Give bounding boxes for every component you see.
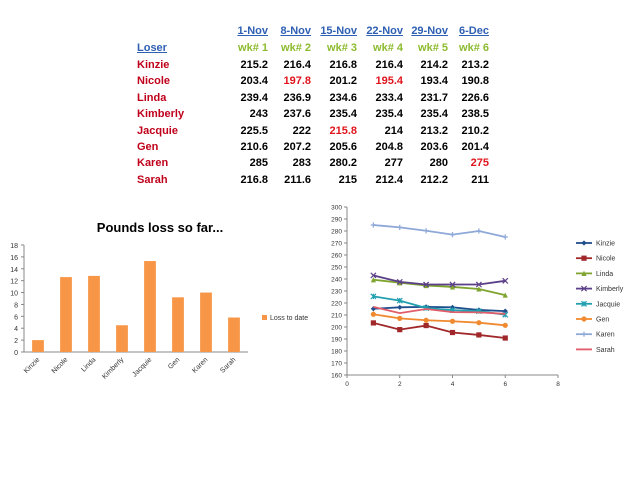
line-x-tick-label: 6 xyxy=(503,381,508,388)
bar-legend-swatch xyxy=(262,315,267,320)
point-gen xyxy=(397,316,402,321)
weight-cell: 235.4 xyxy=(375,108,403,121)
line-y-tick-label: 280 xyxy=(331,228,342,236)
bar-x-tick-label: Sarah xyxy=(219,356,238,375)
point-nicole xyxy=(450,330,455,335)
weight-cell: 239.4 xyxy=(240,91,268,104)
legend-marker-nicole xyxy=(581,256,586,261)
bar-y-tick-label: 12 xyxy=(10,278,18,286)
line-y-tick-label: 260 xyxy=(331,252,342,260)
series-line-nicole xyxy=(373,323,505,338)
weight-cell: 277 xyxy=(384,157,403,170)
weight-cell: 203.6 xyxy=(420,141,448,153)
point-gen xyxy=(450,319,455,324)
point-gen xyxy=(503,323,508,328)
bar-y-tick-label: 2 xyxy=(14,338,18,346)
line-y-tick-label: 160 xyxy=(331,372,342,380)
weight-cell: 235.4 xyxy=(420,108,448,121)
bar-y-tick-label: 6 xyxy=(14,314,18,322)
weight-cell: 225.5 xyxy=(240,124,268,137)
bar-chart-title: Pounds loss so far... xyxy=(96,220,224,235)
bar-legend-label: Loss to date xyxy=(270,315,309,322)
line-y-tick-label: 270 xyxy=(331,240,342,248)
bar-y-tick-label: 10 xyxy=(10,290,18,298)
weight-cell: 211 xyxy=(471,173,489,186)
line-x-tick-label: 2 xyxy=(397,381,402,388)
bar-y-tick-label: 16 xyxy=(10,254,18,262)
weight-cell: 203.4 xyxy=(240,75,268,88)
weight-cell: 283 xyxy=(292,157,311,170)
weight-cell: 201.4 xyxy=(461,141,489,153)
row-name-jacquie: Jacquie xyxy=(137,124,178,137)
series-line-gen xyxy=(373,314,505,325)
line-y-tick-label: 200 xyxy=(331,324,342,332)
bar-karen xyxy=(200,293,212,352)
weight-cell: 207.2 xyxy=(283,141,311,153)
spreadsheet-table xyxy=(0,0,640,195)
line-x-tick-label: 4 xyxy=(450,381,455,388)
point-karen xyxy=(397,225,402,230)
weight-cell: 231.7 xyxy=(420,91,448,104)
series-line-karen xyxy=(373,225,505,237)
row-name-kimberly: Kimberly xyxy=(137,108,185,121)
legend-label-sarah: Sarah xyxy=(596,346,615,354)
line-y-tick-label: 250 xyxy=(331,264,342,272)
loser-header: Loser xyxy=(137,42,167,54)
weight-cell: 205.6 xyxy=(329,141,357,153)
line-y-tick-label: 290 xyxy=(331,216,342,224)
date-header: 15-Nov xyxy=(320,25,357,37)
row-name-sarah: Sarah xyxy=(137,173,168,186)
bar-chart xyxy=(0,205,320,395)
weight-cell: 226.6 xyxy=(461,91,489,104)
weight-cell: 214 xyxy=(384,124,403,137)
weight-cell: 233.4 xyxy=(375,91,403,104)
point-nicole xyxy=(397,327,402,332)
bar-x-tick-label: Linda xyxy=(80,356,98,374)
line-x-tick-label: 8 xyxy=(556,381,560,388)
weight-cell: 216.8 xyxy=(240,173,268,186)
legend-label-gen: Gen xyxy=(596,316,610,324)
weight-cell: 213.2 xyxy=(420,124,448,137)
row-name-gen: Gen xyxy=(137,141,159,153)
bar-y-tick-label: 14 xyxy=(10,266,18,274)
weight-cell: 285 xyxy=(249,157,268,170)
series-line-kimberly xyxy=(373,275,505,284)
row-name-nicole: Nicole xyxy=(137,75,171,88)
week-header: wk# 5 xyxy=(418,42,448,54)
bar-x-tick-label: Karen xyxy=(191,356,210,375)
point-nicole xyxy=(371,320,376,325)
row-name-kinzie: Kinzie xyxy=(137,59,170,71)
row-name-karen: Karen xyxy=(137,157,169,170)
weight-cell: 216.4 xyxy=(283,59,311,71)
weight-cell: 215 xyxy=(338,173,357,186)
bar-jacquie xyxy=(144,261,156,352)
weight-cell: 204.8 xyxy=(375,141,403,153)
bar-x-tick-label: Kinzie xyxy=(22,356,42,375)
point-gen xyxy=(424,318,429,323)
point-karen xyxy=(503,234,508,239)
weight-cell: 215.8 xyxy=(329,124,357,137)
week-header: wk# 1 xyxy=(238,42,268,54)
point-gen xyxy=(476,320,481,325)
bar-y-tick-label: 18 xyxy=(10,243,18,250)
legend-label-kimberly: Kimberly xyxy=(596,286,624,294)
weight-cell: 237.6 xyxy=(283,108,311,121)
weight-cell: 275 xyxy=(470,157,489,170)
bar-kinzie xyxy=(32,340,44,352)
weight-cell: 234.6 xyxy=(329,91,357,104)
weight-cell: 195.4 xyxy=(375,75,403,88)
bar-x-tick-label: Gen xyxy=(167,356,182,371)
bar-x-tick-label: Nicole xyxy=(50,356,70,376)
weight-cell: 280 xyxy=(429,157,448,170)
week-header: wk# 6 xyxy=(459,42,489,54)
weight-cell: 210.2 xyxy=(461,124,489,137)
weight-cell: 235.4 xyxy=(329,108,357,121)
bar-x-tick-label: Kimberly xyxy=(101,356,126,381)
line-y-tick-label: 210 xyxy=(331,312,342,320)
weight-cell: 212.2 xyxy=(420,173,448,186)
date-header: 1-Nov xyxy=(237,25,268,37)
line-y-tick-label: 220 xyxy=(331,300,342,308)
weight-cell: 201.2 xyxy=(329,75,357,88)
legend-label-nicole: Nicole xyxy=(596,255,616,263)
legend-marker-gen xyxy=(581,316,586,321)
point-karen xyxy=(371,222,376,227)
bar-sarah xyxy=(228,318,240,352)
bar-kimberly xyxy=(116,325,128,352)
weight-cell: 193.4 xyxy=(420,75,448,88)
bar-linda xyxy=(88,276,100,352)
week-header: wk# 4 xyxy=(373,42,403,54)
point-nicole xyxy=(476,332,481,337)
date-header: 8-Nov xyxy=(280,25,311,37)
weight-cell: 211.6 xyxy=(284,173,311,186)
weight-cell: 212.4 xyxy=(375,173,403,186)
point-gen xyxy=(371,312,376,317)
week-header: wk# 3 xyxy=(327,42,357,54)
weight-cell: 190.8 xyxy=(461,75,489,88)
legend-label-jacquie: Jacquie xyxy=(596,301,621,309)
line-y-tick-label: 170 xyxy=(331,360,342,368)
weight-cell: 216.4 xyxy=(375,59,403,71)
point-kinzie xyxy=(397,305,402,310)
line-y-tick-label: 190 xyxy=(331,336,342,344)
legend-marker-karen xyxy=(581,332,586,337)
bar-x-tick-label: Jacquie xyxy=(131,356,154,379)
point-karen xyxy=(424,228,429,233)
bar-gen xyxy=(172,297,184,352)
bar-nicole xyxy=(60,277,72,352)
row-name-linda: Linda xyxy=(137,91,167,104)
bar-y-tick-label: 8 xyxy=(14,302,18,310)
point-karen xyxy=(476,228,481,233)
bar-y-tick-label: 4 xyxy=(14,326,18,334)
date-header: 6-Dec xyxy=(459,25,489,37)
series-line-linda xyxy=(373,280,505,295)
weight-cell: 238.5 xyxy=(461,108,489,121)
line-x-tick-label: 0 xyxy=(345,381,349,388)
weight-cell: 236.9 xyxy=(283,91,311,104)
line-y-tick-label: 230 xyxy=(331,288,342,296)
weight-cell: 197.8 xyxy=(283,75,311,88)
line-y-tick-label: 300 xyxy=(331,204,342,212)
weight-cell: 243 xyxy=(249,108,268,121)
legend-marker-kinzie xyxy=(581,240,586,245)
legend-label-linda: Linda xyxy=(596,270,614,278)
point-nicole xyxy=(503,335,508,340)
line-chart xyxy=(318,200,628,390)
line-y-tick-label: 240 xyxy=(331,276,342,284)
weight-cell: 280.2 xyxy=(329,157,357,170)
weight-cell: 215.2 xyxy=(240,59,268,71)
weight-cell: 210.6 xyxy=(240,141,268,153)
bar-y-tick-label: 0 xyxy=(14,350,18,357)
weight-cell: 213.2 xyxy=(461,59,489,71)
weight-cell: 222 xyxy=(292,124,311,137)
week-header: wk# 2 xyxy=(281,42,311,54)
date-header: 22-Nov xyxy=(366,25,403,37)
legend-label-karen: Karen xyxy=(596,331,615,339)
point-karen xyxy=(450,232,455,237)
weight-cell: 216.8 xyxy=(329,59,357,71)
date-header: 29-Nov xyxy=(411,25,448,37)
weight-cell: 214.2 xyxy=(420,59,448,71)
legend-label-kinzie: Kinzie xyxy=(596,240,616,248)
point-nicole xyxy=(424,323,429,328)
line-y-tick-label: 180 xyxy=(331,348,342,356)
